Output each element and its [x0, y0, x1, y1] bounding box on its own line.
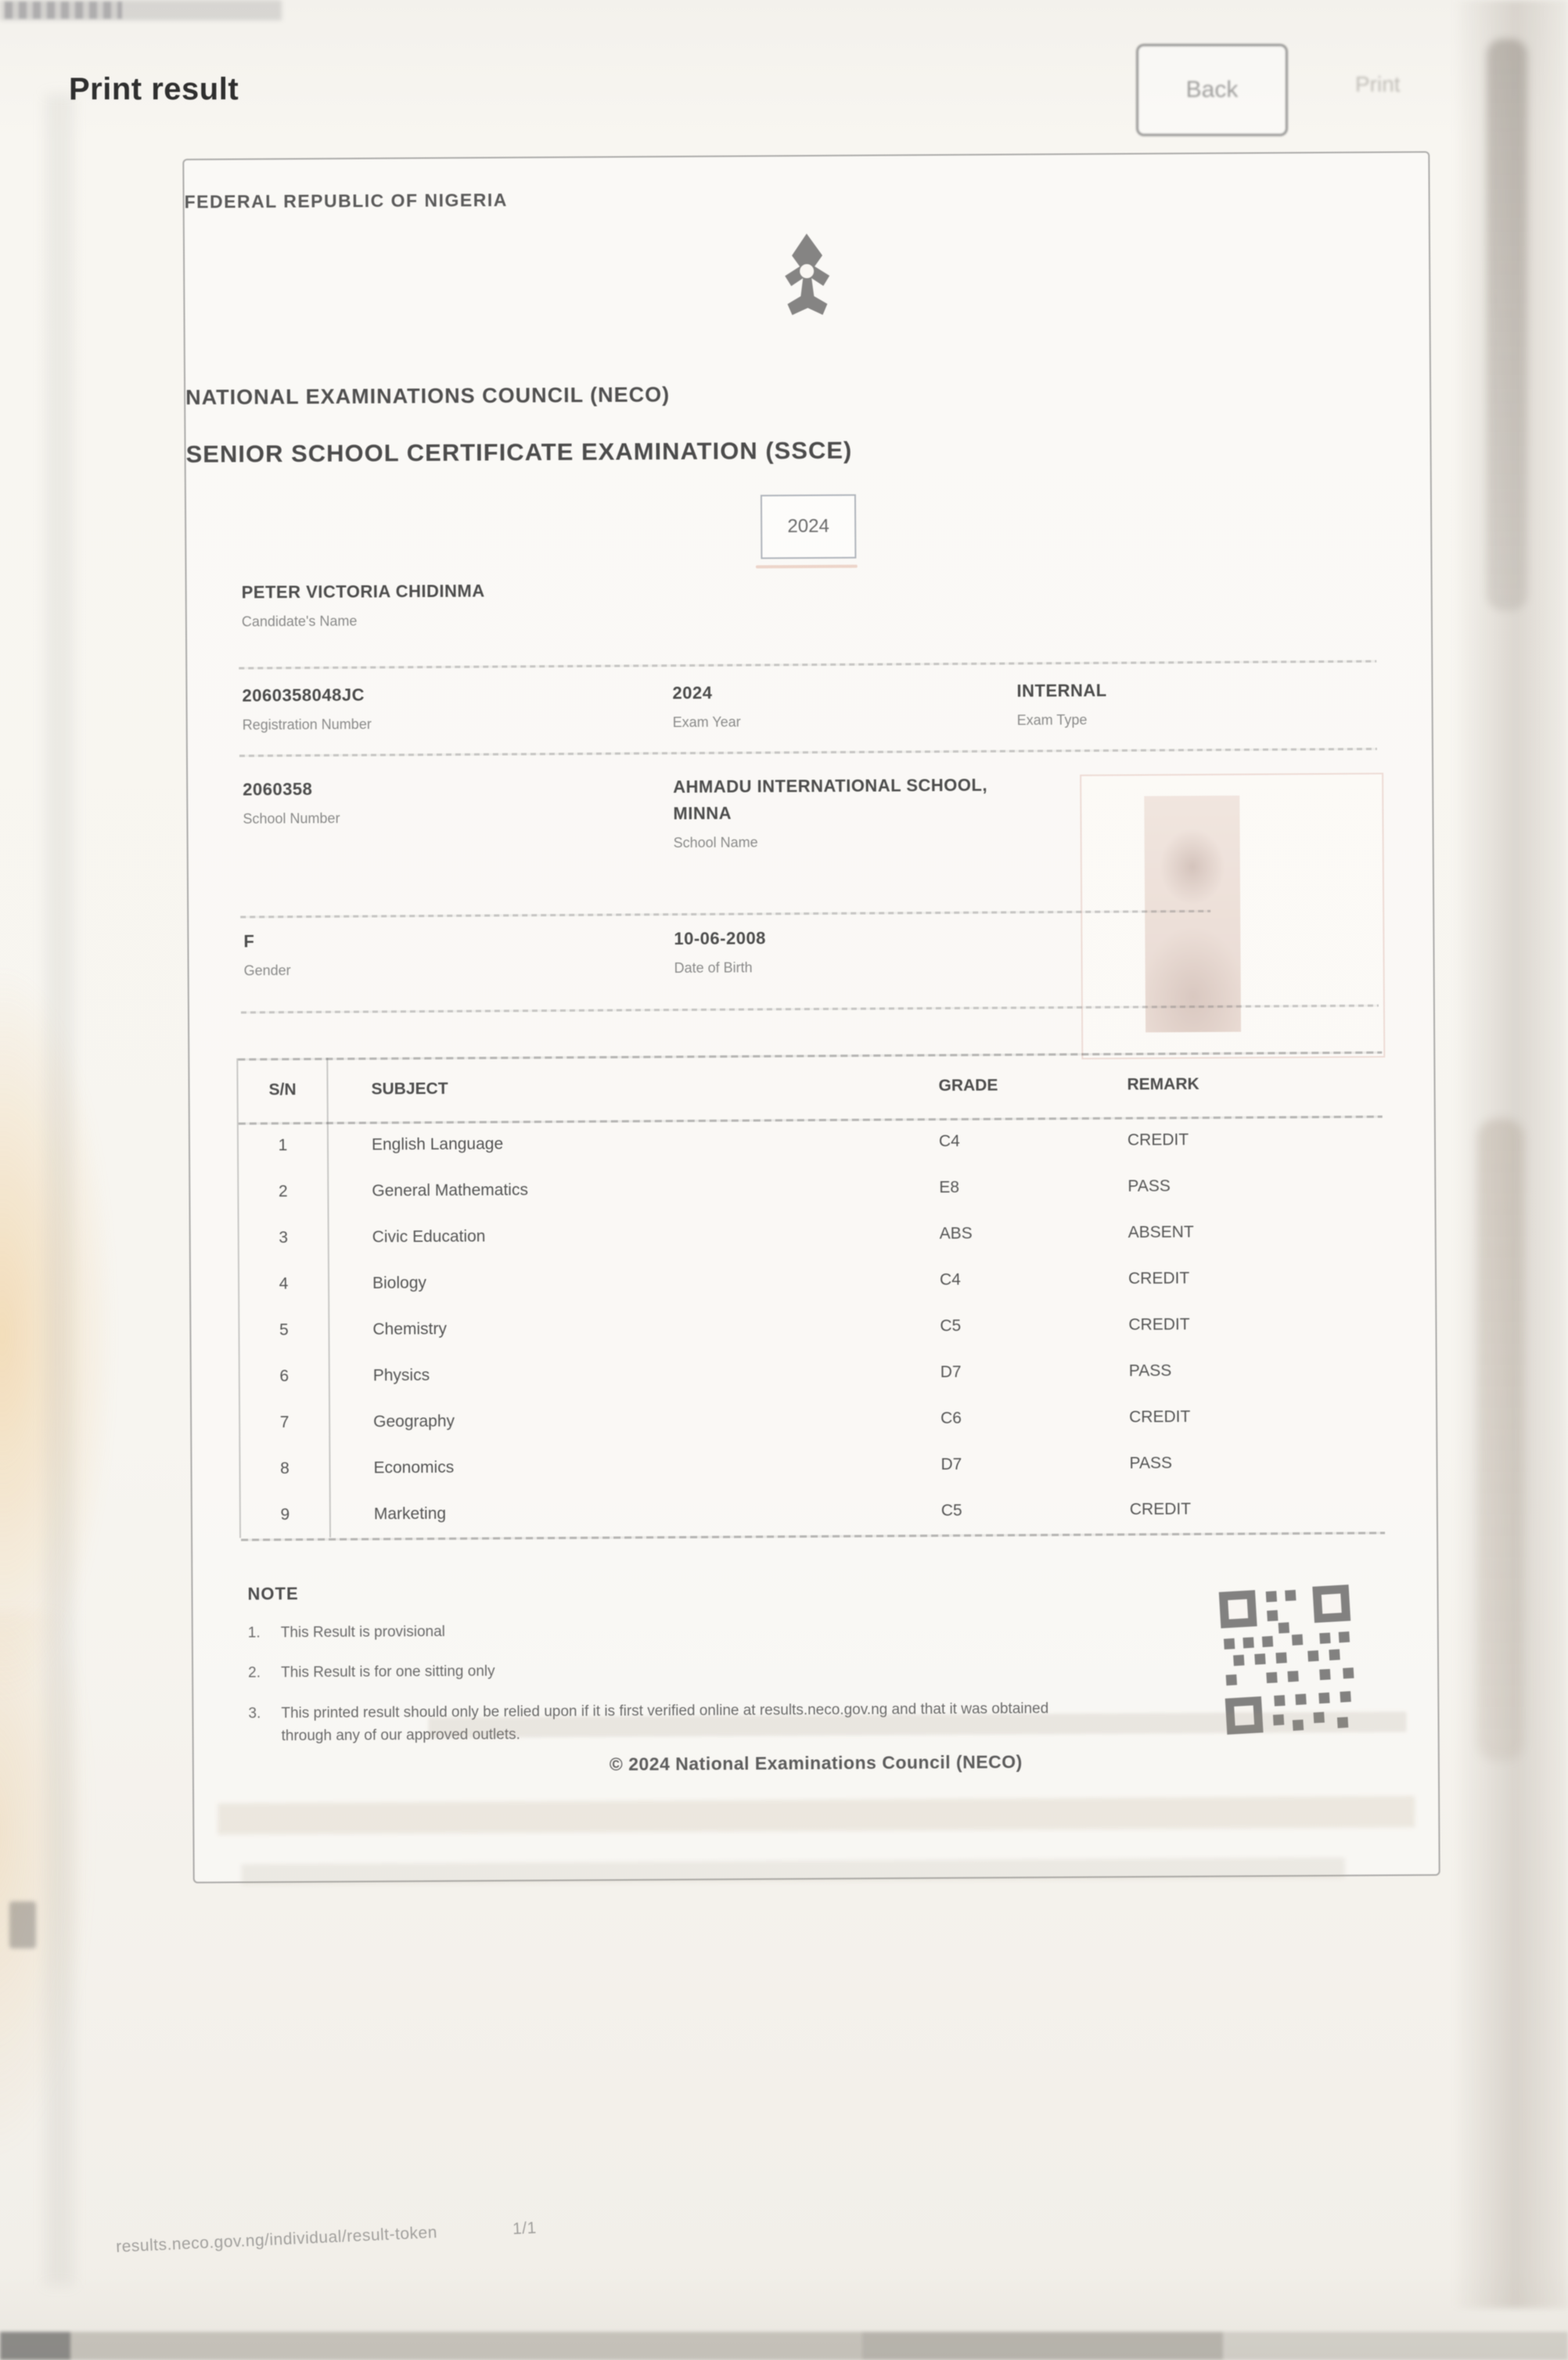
school-name-field	[673, 775, 987, 851]
gender-field	[243, 931, 290, 979]
scan-streak	[218, 1796, 1415, 1834]
divider	[239, 748, 1377, 757]
cell-grade: D7	[940, 1455, 962, 1473]
table-row	[240, 1393, 1384, 1446]
note-item-number: 3.	[248, 1705, 261, 1722]
exam-year-field	[672, 683, 740, 732]
candidate-photo-frame	[1080, 773, 1385, 1059]
date-of-birth-field	[674, 928, 766, 977]
back-button-label: Back	[1185, 77, 1239, 103]
cell-subject: English Language	[371, 1134, 504, 1153]
scan-pencil-mark	[5, 2, 122, 19]
note-item	[248, 1617, 1093, 1645]
print-footer-page-indicator: 1/1	[512, 2218, 538, 2239]
cell-grade: D7	[940, 1362, 962, 1381]
cell-grade: C5	[940, 1316, 962, 1335]
exam-type-field	[1016, 681, 1107, 729]
scan-streak	[242, 1858, 1345, 1885]
exam-year-value: 2024	[672, 682, 713, 703]
cell-grade: ABS	[939, 1224, 973, 1243]
cell-subject: Marketing	[373, 1504, 447, 1523]
cell-remark: CREDIT	[1128, 1315, 1190, 1334]
neco-coat-of-arms-logo	[185, 225, 1430, 330]
note-title: NOTE	[247, 1584, 299, 1604]
print-button[interactable]	[1355, 72, 1401, 97]
cell-sn: 9	[241, 1491, 331, 1538]
scan-smudge-right	[1452, 0, 1568, 2308]
scan-top-edge-mark	[0, 0, 282, 20]
page-title: Print result	[69, 72, 239, 106]
gender-label: Gender	[243, 962, 291, 979]
scan-left-edge-mark	[9, 1901, 36, 1948]
cell-sn: 7	[240, 1399, 330, 1446]
divider	[239, 660, 1376, 670]
school-number-label: School Number	[243, 810, 340, 827]
note-item-number: 1.	[247, 1624, 261, 1642]
copyright-line: © 2024 National Examinations Council (NECO)	[609, 1751, 1023, 1775]
header-subject: SUBJECT	[371, 1079, 448, 1099]
candidate-name-field	[242, 581, 485, 631]
exam-title-heading: SENIOR SCHOOL CERTIFICATE EXAMINATION (SSCE)	[185, 436, 853, 468]
date-of-birth-value: 10-06-2008	[674, 928, 767, 949]
table-row	[239, 1301, 1383, 1354]
scan-smudge-right-dark	[1487, 39, 1527, 610]
cell-sn: 3	[239, 1214, 329, 1261]
header-remark: REMARK	[1127, 1074, 1199, 1094]
note-item-text: This Result is for one sitting only	[281, 1663, 495, 1682]
exam-year-badge	[761, 495, 856, 559]
cell-subject: Civic Education	[372, 1227, 486, 1246]
cell-grade: C6	[940, 1408, 962, 1427]
cell-subject: Physics	[372, 1365, 430, 1384]
scan-smudge-right-mid	[1477, 1119, 1524, 1761]
country-heading: FEDERAL REPUBLIC OF NIGERIA	[184, 189, 508, 212]
candidate-photo	[1144, 796, 1241, 1033]
cell-remark: CREDIT	[1129, 1407, 1191, 1426]
registration-number-field	[242, 685, 371, 733]
print-button-label: Print	[1355, 72, 1401, 96]
table-row	[239, 1254, 1383, 1308]
table-row	[240, 1439, 1384, 1492]
cell-subject: Chemistry	[372, 1319, 448, 1338]
cell-remark: ABSENT	[1127, 1222, 1194, 1242]
note-item-text: This printed result should only be relied upon if it is first verified online at results.neco.gov.ng and that it was obtained through any of our approved outlets.	[281, 1700, 1049, 1745]
cell-sn: 8	[240, 1445, 330, 1492]
cell-sn: 6	[240, 1353, 330, 1400]
cell-remark: CREDIT	[1127, 1130, 1189, 1149]
table-row	[240, 1347, 1384, 1400]
scan-stain-left-lower	[0, 1612, 94, 2160]
back-button[interactable]	[1136, 44, 1288, 136]
cell-remark: PASS	[1128, 1361, 1172, 1380]
exam-year-badge-value: 2024	[787, 515, 829, 538]
cell-grade: C4	[938, 1131, 960, 1150]
registration-number-label: Registration Number	[242, 716, 372, 733]
school-name-label: School Name	[673, 834, 758, 851]
results-table	[236, 1052, 1385, 1538]
cell-grade: C5	[940, 1501, 962, 1520]
cell-remark: PASS	[1127, 1176, 1171, 1196]
cell-sn: 5	[239, 1307, 329, 1354]
date-of-birth-label: Date of Birth	[674, 959, 753, 977]
scan-left-shade	[45, 94, 74, 2285]
school-name-value-line2: MINNA	[673, 803, 732, 824]
print-footer-url: results.neco.gov.ng/individual/result-token	[115, 2223, 438, 2257]
exam-year-label: Exam Year	[672, 714, 741, 731]
council-heading: NATIONAL EXAMINATIONS COUNCIL (NECO)	[185, 383, 671, 409]
note-item-number: 2.	[248, 1664, 261, 1682]
header-sn: S/N	[238, 1058, 328, 1123]
cell-sn: 1	[239, 1122, 329, 1169]
exam-type-label: Exam Type	[1016, 711, 1088, 729]
scan-stain-left	[0, 962, 117, 1706]
print-page-footer	[116, 2219, 538, 2257]
candidate-name-value: PETER VICTORIA CHIDINMA	[241, 581, 485, 603]
year-badge-smudge	[756, 565, 858, 569]
cell-remark: PASS	[1129, 1453, 1173, 1473]
school-number-field	[243, 779, 340, 828]
cell-subject: Biology	[372, 1273, 427, 1292]
cell-subject: Economics	[373, 1458, 455, 1477]
table-header-row	[238, 1052, 1382, 1123]
cell-grade: C4	[939, 1270, 961, 1289]
cell-remark: CREDIT	[1129, 1499, 1192, 1519]
table-row	[239, 1162, 1383, 1215]
note-item-text: This Result is provisional	[280, 1623, 445, 1642]
result-certificate	[182, 151, 1440, 1883]
cell-subject: General Mathematics	[372, 1180, 529, 1200]
scan-bottom-strip	[0, 2332, 1568, 2360]
cell-grade: E8	[939, 1178, 960, 1196]
table-row	[241, 1485, 1385, 1538]
cell-remark: CREDIT	[1127, 1268, 1190, 1288]
cell-sn: 4	[239, 1261, 329, 1308]
candidate-name-label: Candidate's Name	[241, 613, 358, 630]
school-number-value: 2060358	[243, 779, 313, 800]
table-row	[239, 1208, 1383, 1261]
divider	[240, 910, 1210, 919]
registration-number-value: 2060358048JC	[242, 685, 365, 706]
exam-type-value: INTERNAL	[1016, 680, 1107, 701]
cell-sn: 2	[239, 1168, 329, 1215]
gender-value: F	[243, 931, 255, 952]
cell-subject: Geography	[373, 1412, 455, 1430]
school-name-value-line1: AHMADU INTERNATIONAL SCHOOL,	[673, 775, 988, 797]
note-item	[248, 1657, 1093, 1685]
header-grade: GRADE	[938, 1076, 998, 1095]
